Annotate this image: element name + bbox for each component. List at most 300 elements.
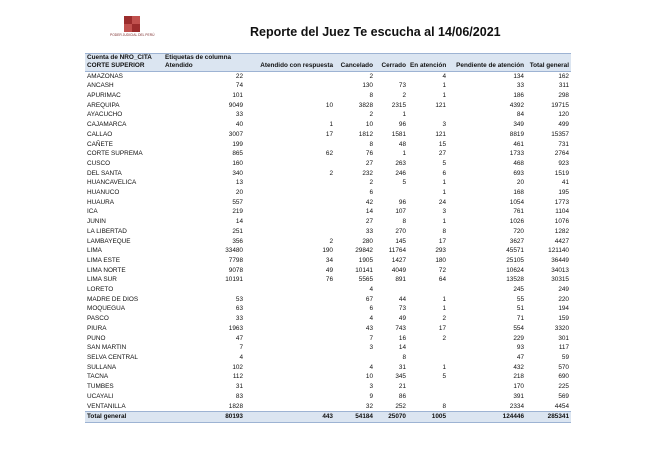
value-cell[interactable]: 47 [516, 353, 524, 361]
value-cell[interactable]: 49 [325, 266, 333, 274]
value-cell[interactable] [408, 392, 448, 402]
value-cell[interactable]: 5 [442, 373, 446, 381]
value-cell[interactable]: 71 [516, 315, 524, 323]
corte-cell[interactable]: SELVA CENTRAL [87, 353, 138, 361]
value-cell[interactable]: 76 [325, 276, 333, 284]
corte-cell[interactable]: SULLANA [87, 363, 117, 371]
value-cell[interactable]: 10 [365, 373, 373, 381]
column-header[interactable]: Total general [526, 62, 571, 71]
value-cell[interactable]: 31 [235, 383, 243, 391]
value-cell[interactable]: 15 [438, 140, 446, 148]
value-cell[interactable] [245, 334, 335, 344]
value-cell[interactable]: 6 [369, 305, 373, 313]
value-cell[interactable]: 15357 [551, 130, 569, 138]
value-cell[interactable]: 345 [395, 373, 406, 381]
value-cell[interactable]: 4 [442, 72, 446, 80]
value-cell[interactable]: 5 [442, 159, 446, 167]
corte-cell[interactable]: AMAZONAS [87, 72, 123, 80]
value-cell[interactable] [375, 188, 408, 198]
column-header[interactable]: Atendido con respuesta [245, 62, 335, 71]
value-cell[interactable]: 731 [558, 140, 569, 148]
corte-cell[interactable]: ICA [87, 208, 98, 216]
value-cell[interactable]: 1963 [228, 324, 243, 332]
value-cell[interactable] [245, 285, 335, 295]
value-cell[interactable]: 73 [398, 305, 406, 313]
value-cell[interactable]: 2 [329, 169, 333, 177]
value-cell[interactable]: 219 [232, 208, 243, 216]
value-cell[interactable]: 1905 [358, 256, 373, 264]
value-cell[interactable]: 21 [398, 383, 406, 391]
value-cell[interactable]: 31 [398, 363, 406, 371]
value-cell[interactable] [408, 382, 448, 392]
value-cell[interactable] [245, 91, 335, 101]
value-cell[interactable]: 4 [369, 286, 373, 294]
value-cell[interactable] [245, 324, 335, 334]
value-cell[interactable]: 33 [365, 227, 373, 235]
value-cell[interactable]: 5565 [358, 276, 373, 284]
value-cell[interactable]: 923 [558, 159, 569, 167]
column-header[interactable]: Pendiente de atención [448, 62, 526, 71]
value-cell[interactable]: 6 [369, 189, 373, 197]
corte-header[interactable]: CORTE SUPERIOR [85, 62, 163, 71]
value-cell[interactable]: 4049 [391, 266, 406, 274]
corte-cell[interactable]: TACNA [87, 373, 109, 381]
value-cell[interactable]: 45571 [506, 247, 524, 255]
value-cell[interactable]: 2764 [554, 150, 569, 158]
value-cell[interactable]: 1 [442, 179, 446, 187]
value-cell[interactable]: 4 [239, 353, 243, 361]
column-header[interactable]: Cancelado [335, 62, 375, 71]
corte-cell[interactable]: MADRE DE DIOS [87, 295, 139, 303]
value-cell[interactable]: 168 [513, 189, 524, 197]
value-cell[interactable]: 33 [235, 315, 243, 323]
value-cell[interactable]: 1 [329, 121, 333, 129]
value-cell[interactable] [245, 198, 335, 208]
value-cell[interactable]: 7 [239, 344, 243, 352]
value-cell[interactable]: 112 [232, 373, 243, 381]
value-cell[interactable]: 1581 [391, 130, 406, 138]
value-cell[interactable]: 3 [442, 121, 446, 129]
value-cell[interactable]: 194 [558, 305, 569, 313]
value-cell[interactable]: 190 [322, 247, 333, 255]
corte-cell[interactable]: Total general [85, 412, 163, 423]
value-cell[interactable]: 245 [513, 286, 524, 294]
value-cell[interactable]: 130 [362, 82, 373, 90]
value-cell[interactable]: 443 [245, 412, 335, 423]
value-cell[interactable]: 33480 [225, 247, 243, 255]
value-cell[interactable]: 252 [395, 402, 406, 410]
value-cell[interactable]: 9049 [228, 101, 243, 109]
value-cell[interactable]: 461 [513, 140, 524, 148]
value-cell[interactable]: 36449 [551, 256, 569, 264]
corte-cell[interactable]: APURIMAC [87, 92, 121, 99]
corte-cell[interactable]: ANCASH [87, 82, 114, 90]
column-header[interactable]: Cerrado [375, 62, 408, 71]
value-cell[interactable]: 3 [369, 344, 373, 352]
value-cell[interactable]: 20 [516, 179, 524, 187]
corte-cell[interactable]: LIMA ESTE [87, 256, 121, 264]
value-cell[interactable]: 570 [558, 363, 569, 371]
value-cell[interactable]: 761 [513, 208, 524, 216]
value-cell[interactable] [408, 353, 448, 363]
value-cell[interactable]: 25070 [375, 412, 408, 423]
value-cell[interactable]: 2 [402, 92, 406, 99]
value-cell[interactable]: 42 [365, 198, 373, 206]
value-cell[interactable]: 1 [442, 363, 446, 371]
value-cell[interactable]: 8 [442, 402, 446, 410]
value-cell[interactable]: 162 [558, 72, 569, 80]
value-cell[interactable]: 1 [402, 150, 406, 158]
value-cell[interactable]: 249 [558, 286, 569, 294]
value-cell[interactable]: 3007 [228, 130, 243, 138]
value-cell[interactable]: 1427 [391, 256, 406, 264]
value-cell[interactable]: 4427 [554, 237, 569, 245]
value-cell[interactable]: 120 [558, 111, 569, 119]
column-field-label[interactable]: Etiquetas de columna [163, 54, 245, 63]
corte-cell[interactable]: CORTE SUPREMA [87, 150, 143, 158]
value-cell[interactable]: 251 [232, 227, 243, 235]
value-cell[interactable]: 2 [369, 111, 373, 119]
corte-cell[interactable]: LIMA SUR [87, 276, 117, 284]
value-cell[interactable] [245, 207, 335, 217]
corte-cell[interactable]: PUNO [87, 334, 106, 342]
value-cell[interactable]: 134 [513, 72, 524, 80]
corte-cell[interactable]: LIMA NORTE [87, 266, 126, 274]
corte-cell[interactable]: PASCO [87, 315, 109, 323]
value-cell[interactable] [245, 372, 335, 382]
value-cell[interactable]: 557 [232, 198, 243, 206]
value-cell[interactable]: 3320 [554, 324, 569, 332]
value-cell[interactable]: 74 [235, 82, 243, 90]
value-cell[interactable]: 27 [438, 150, 446, 158]
value-cell[interactable] [245, 392, 335, 402]
value-cell[interactable] [245, 217, 335, 227]
value-cell[interactable] [245, 188, 335, 198]
value-cell[interactable]: 8 [402, 218, 406, 226]
value-cell[interactable]: 10 [325, 101, 333, 109]
value-cell[interactable]: 4392 [509, 101, 524, 109]
corte-cell[interactable]: HUAURA [87, 198, 114, 206]
value-cell[interactable]: 1 [442, 218, 446, 226]
value-cell[interactable]: 124446 [448, 412, 526, 423]
value-cell[interactable]: 1828 [228, 402, 243, 410]
value-cell[interactable]: 1519 [554, 169, 569, 177]
value-cell[interactable]: 340 [232, 169, 243, 177]
corte-cell[interactable]: HUANUCO [87, 189, 120, 197]
table-row [85, 91, 571, 101]
value-cell[interactable]: 285341 [526, 412, 571, 423]
value-cell[interactable]: 270 [395, 227, 406, 235]
value-cell[interactable]: 743 [395, 324, 406, 332]
value-cell[interactable]: 96 [398, 198, 406, 206]
value-cell[interactable] [245, 353, 335, 363]
value-cell[interactable]: 47 [235, 334, 243, 342]
value-cell[interactable]: 64 [438, 276, 446, 284]
value-cell[interactable] [245, 363, 335, 373]
value-cell[interactable]: 1773 [554, 198, 569, 206]
corte-cell[interactable]: CUSCO [87, 159, 111, 167]
value-cell[interactable]: 2 [442, 315, 446, 323]
value-cell[interactable]: 1 [442, 189, 446, 197]
value-cell[interactable]: 17 [438, 324, 446, 332]
value-cell[interactable]: 145 [395, 237, 406, 245]
corte-cell[interactable]: TUMBES [87, 383, 114, 391]
value-cell[interactable]: 9078 [228, 266, 243, 274]
value-cell[interactable]: 40 [235, 121, 243, 129]
value-cell[interactable]: 180 [435, 256, 446, 264]
corte-cell[interactable]: CAJAMARCA [87, 121, 127, 129]
value-cell[interactable]: 27 [365, 218, 373, 226]
value-cell[interactable]: 8 [369, 92, 373, 99]
value-cell[interactable]: 693 [513, 169, 524, 177]
value-cell[interactable]: 83 [235, 392, 243, 400]
value-cell[interactable]: 121140 [548, 247, 569, 255]
value-cell[interactable]: 1 [442, 295, 446, 303]
value-cell[interactable]: 199 [232, 140, 243, 148]
corte-cell[interactable]: MOQUEGUA [87, 305, 125, 313]
value-cell[interactable]: 159 [558, 315, 569, 323]
value-cell[interactable]: 107 [395, 208, 406, 216]
value-cell[interactable]: 2334 [509, 402, 524, 410]
value-cell[interactable]: 73 [398, 82, 406, 90]
value-cell[interactable]: 391 [513, 392, 524, 400]
corte-cell[interactable]: PIURA [87, 324, 107, 332]
value-cell[interactable]: 20 [235, 189, 243, 197]
value-cell[interactable]: 1733 [509, 150, 524, 158]
value-cell[interactable]: 7798 [228, 256, 243, 264]
value-cell[interactable]: 2 [369, 179, 373, 187]
value-cell[interactable]: 29842 [355, 247, 373, 255]
value-cell[interactable]: 3 [442, 208, 446, 216]
value-cell[interactable]: 1104 [555, 208, 569, 216]
value-cell[interactable]: 32 [365, 402, 373, 410]
value-cell[interactable]: 54184 [335, 412, 375, 423]
value-cell[interactable] [375, 71, 408, 81]
corte-cell[interactable]: CALLAO [87, 130, 113, 138]
value-cell[interactable]: 80193 [163, 412, 245, 423]
value-cell[interactable]: 44 [398, 295, 406, 303]
value-cell[interactable]: 218 [513, 373, 524, 381]
value-cell[interactable]: 30315 [551, 276, 569, 284]
column-header[interactable]: Atendido [163, 62, 245, 71]
value-cell[interactable]: 4 [369, 363, 373, 371]
value-cell[interactable]: 6 [442, 169, 446, 177]
value-cell[interactable]: 8 [369, 140, 373, 148]
value-cell[interactable]: 13 [235, 179, 243, 187]
value-cell[interactable]: 24 [438, 198, 446, 206]
value-cell[interactable]: 468 [513, 159, 524, 167]
value-cell[interactable]: 59 [561, 353, 569, 361]
value-cell[interactable]: 720 [513, 227, 524, 235]
value-cell[interactable]: 25105 [506, 256, 524, 264]
value-cell[interactable]: 13528 [506, 276, 524, 284]
value-cell[interactable] [245, 110, 335, 120]
value-cell[interactable]: 14 [365, 208, 373, 216]
value-cell[interactable]: 63 [235, 305, 243, 313]
value-cell[interactable]: 160 [232, 159, 243, 167]
value-cell[interactable]: 51 [516, 305, 524, 313]
value-cell[interactable]: 34 [325, 256, 333, 264]
value-cell[interactable]: 121 [435, 101, 446, 109]
value-cell[interactable]: 19715 [551, 101, 569, 109]
corte-cell[interactable]: UCAYALI [87, 392, 114, 400]
value-cell[interactable]: 220 [558, 295, 569, 303]
value-cell[interactable]: 1076 [554, 218, 569, 226]
value-cell[interactable]: 499 [558, 121, 569, 129]
value-cell[interactable]: 17 [325, 130, 333, 138]
value-cell[interactable] [163, 285, 245, 295]
value-cell[interactable] [245, 140, 335, 150]
value-cell[interactable]: 53 [235, 295, 243, 303]
row-field-label[interactable]: Cuenta de NRO_CITA [85, 54, 163, 63]
value-cell[interactable]: 170 [513, 383, 524, 391]
value-cell[interactable]: 34013 [551, 266, 569, 274]
value-cell[interactable]: 8 [442, 227, 446, 235]
value-cell[interactable]: 93 [516, 344, 524, 352]
value-cell[interactable] [335, 353, 375, 363]
value-cell[interactable]: 229 [513, 334, 524, 342]
corte-cell[interactable]: HUANCAVELICA [87, 179, 137, 187]
value-cell[interactable]: 48 [398, 140, 406, 148]
value-cell[interactable] [408, 110, 448, 120]
value-cell[interactable]: 2 [369, 72, 373, 80]
value-cell[interactable]: 43 [365, 324, 373, 332]
value-cell[interactable] [245, 71, 335, 81]
value-cell[interactable] [245, 304, 335, 314]
value-cell[interactable]: 3828 [358, 101, 373, 109]
value-cell[interactable]: 8 [402, 353, 406, 361]
value-cell[interactable] [375, 285, 408, 295]
table-row [85, 110, 571, 120]
value-cell[interactable]: 432 [513, 363, 524, 371]
value-cell[interactable]: 865 [232, 150, 243, 158]
value-cell[interactable]: 554 [513, 324, 524, 332]
value-cell[interactable] [408, 285, 448, 295]
value-cell[interactable]: 33 [516, 82, 524, 90]
value-cell[interactable]: 4454 [554, 402, 569, 410]
value-cell[interactable]: 84 [516, 111, 524, 119]
value-cell[interactable]: 10624 [506, 266, 524, 274]
value-cell[interactable]: 102 [232, 363, 243, 371]
column-header[interactable]: En atención [410, 62, 447, 70]
value-cell[interactable]: 10 [365, 121, 373, 129]
value-cell[interactable]: 356 [232, 237, 243, 245]
value-cell[interactable]: 22 [235, 72, 243, 80]
value-cell[interactable] [245, 314, 335, 324]
value-cell[interactable]: 3627 [509, 237, 524, 245]
corte-cell[interactable]: LAMBAYEQUE [87, 237, 131, 245]
value-cell[interactable]: 311 [558, 82, 569, 90]
value-cell[interactable]: 349 [513, 121, 524, 129]
value-cell[interactable]: 5 [402, 179, 406, 187]
corte-cell[interactable]: VENTANILLA [87, 402, 126, 410]
corte-cell[interactable]: CAÑETE [87, 140, 113, 148]
value-cell[interactable] [245, 159, 335, 169]
value-cell[interactable]: 263 [395, 159, 406, 167]
value-cell[interactable]: 8819 [509, 130, 524, 138]
value-cell[interactable] [245, 382, 335, 392]
value-cell[interactable]: 293 [435, 247, 446, 255]
value-cell[interactable]: 76 [365, 150, 373, 158]
value-cell[interactable]: 569 [558, 392, 569, 400]
value-cell[interactable]: 3 [369, 383, 373, 391]
corte-cell[interactable]: AYACUCHO [87, 111, 123, 119]
value-cell[interactable]: 1 [442, 305, 446, 313]
value-cell[interactable]: 10141 [355, 266, 373, 274]
value-cell[interactable]: 1005 [408, 412, 448, 423]
value-cell[interactable]: 195 [558, 189, 569, 197]
value-cell[interactable]: 17 [438, 237, 446, 245]
value-cell[interactable]: 891 [395, 276, 406, 284]
value-cell[interactable]: 280 [362, 237, 373, 245]
value-cell[interactable]: 1054 [509, 198, 524, 206]
value-cell[interactable]: 690 [558, 373, 569, 381]
value-cell[interactable]: 27 [365, 159, 373, 167]
value-cell[interactable]: 67 [365, 295, 373, 303]
value-cell[interactable]: 101 [232, 92, 243, 99]
value-cell[interactable]: 225 [558, 383, 569, 391]
value-cell[interactable]: 121 [435, 130, 446, 138]
value-cell[interactable]: 16 [398, 334, 406, 342]
value-cell[interactable]: 96 [398, 121, 406, 129]
value-cell[interactable]: 186 [513, 92, 524, 99]
value-cell[interactable]: 1812 [358, 130, 373, 138]
value-cell[interactable]: 62 [325, 150, 333, 158]
corte-cell[interactable]: SAN MARTIN [87, 344, 127, 352]
value-cell[interactable]: 301 [558, 334, 569, 342]
value-cell[interactable] [408, 343, 448, 353]
value-cell[interactable]: 72 [438, 266, 446, 274]
value-cell[interactable]: 1 [402, 111, 406, 119]
corte-cell[interactable]: LORETO [87, 286, 114, 294]
value-cell[interactable]: 1 [442, 92, 446, 99]
corte-cell[interactable]: LIMA [87, 247, 102, 255]
value-cell[interactable]: 232 [362, 169, 373, 177]
corte-cell[interactable]: AREQUIPA [87, 101, 120, 109]
value-cell[interactable]: 1026 [509, 218, 524, 226]
value-cell[interactable]: 11764 [388, 247, 406, 255]
value-cell[interactable]: 86 [398, 392, 406, 400]
value-cell[interactable]: 14 [235, 218, 243, 226]
value-cell[interactable]: 55 [516, 295, 524, 303]
value-cell[interactable]: 4 [369, 315, 373, 323]
corte-cell[interactable]: DEL SANTA [87, 169, 122, 177]
value-cell[interactable]: 41 [561, 179, 569, 187]
value-cell[interactable] [245, 227, 335, 237]
value-cell[interactable]: 117 [558, 344, 569, 352]
value-cell[interactable]: 33 [235, 111, 243, 119]
value-cell[interactable] [245, 178, 335, 188]
value-cell[interactable] [245, 81, 335, 91]
value-cell[interactable]: 2 [442, 334, 446, 342]
value-cell[interactable] [245, 343, 335, 353]
value-cell[interactable]: 10191 [225, 276, 243, 284]
value-cell[interactable]: 14 [398, 344, 406, 352]
value-cell[interactable]: 298 [558, 92, 569, 99]
value-cell[interactable]: 2 [329, 237, 333, 245]
value-cell[interactable]: 9 [369, 392, 373, 400]
value-cell[interactable]: 49 [398, 315, 406, 323]
value-cell[interactable] [245, 402, 335, 412]
corte-cell[interactable]: JUNIN [87, 218, 106, 226]
value-cell[interactable]: 1282 [554, 227, 569, 235]
value-cell[interactable]: 2315 [391, 101, 406, 109]
corte-cell[interactable]: LA LIBERTAD [87, 227, 127, 235]
value-cell[interactable]: 246 [395, 169, 406, 177]
value-cell[interactable]: 7 [369, 334, 373, 342]
value-cell[interactable]: 1 [442, 82, 446, 90]
value-cell[interactable] [245, 295, 335, 305]
